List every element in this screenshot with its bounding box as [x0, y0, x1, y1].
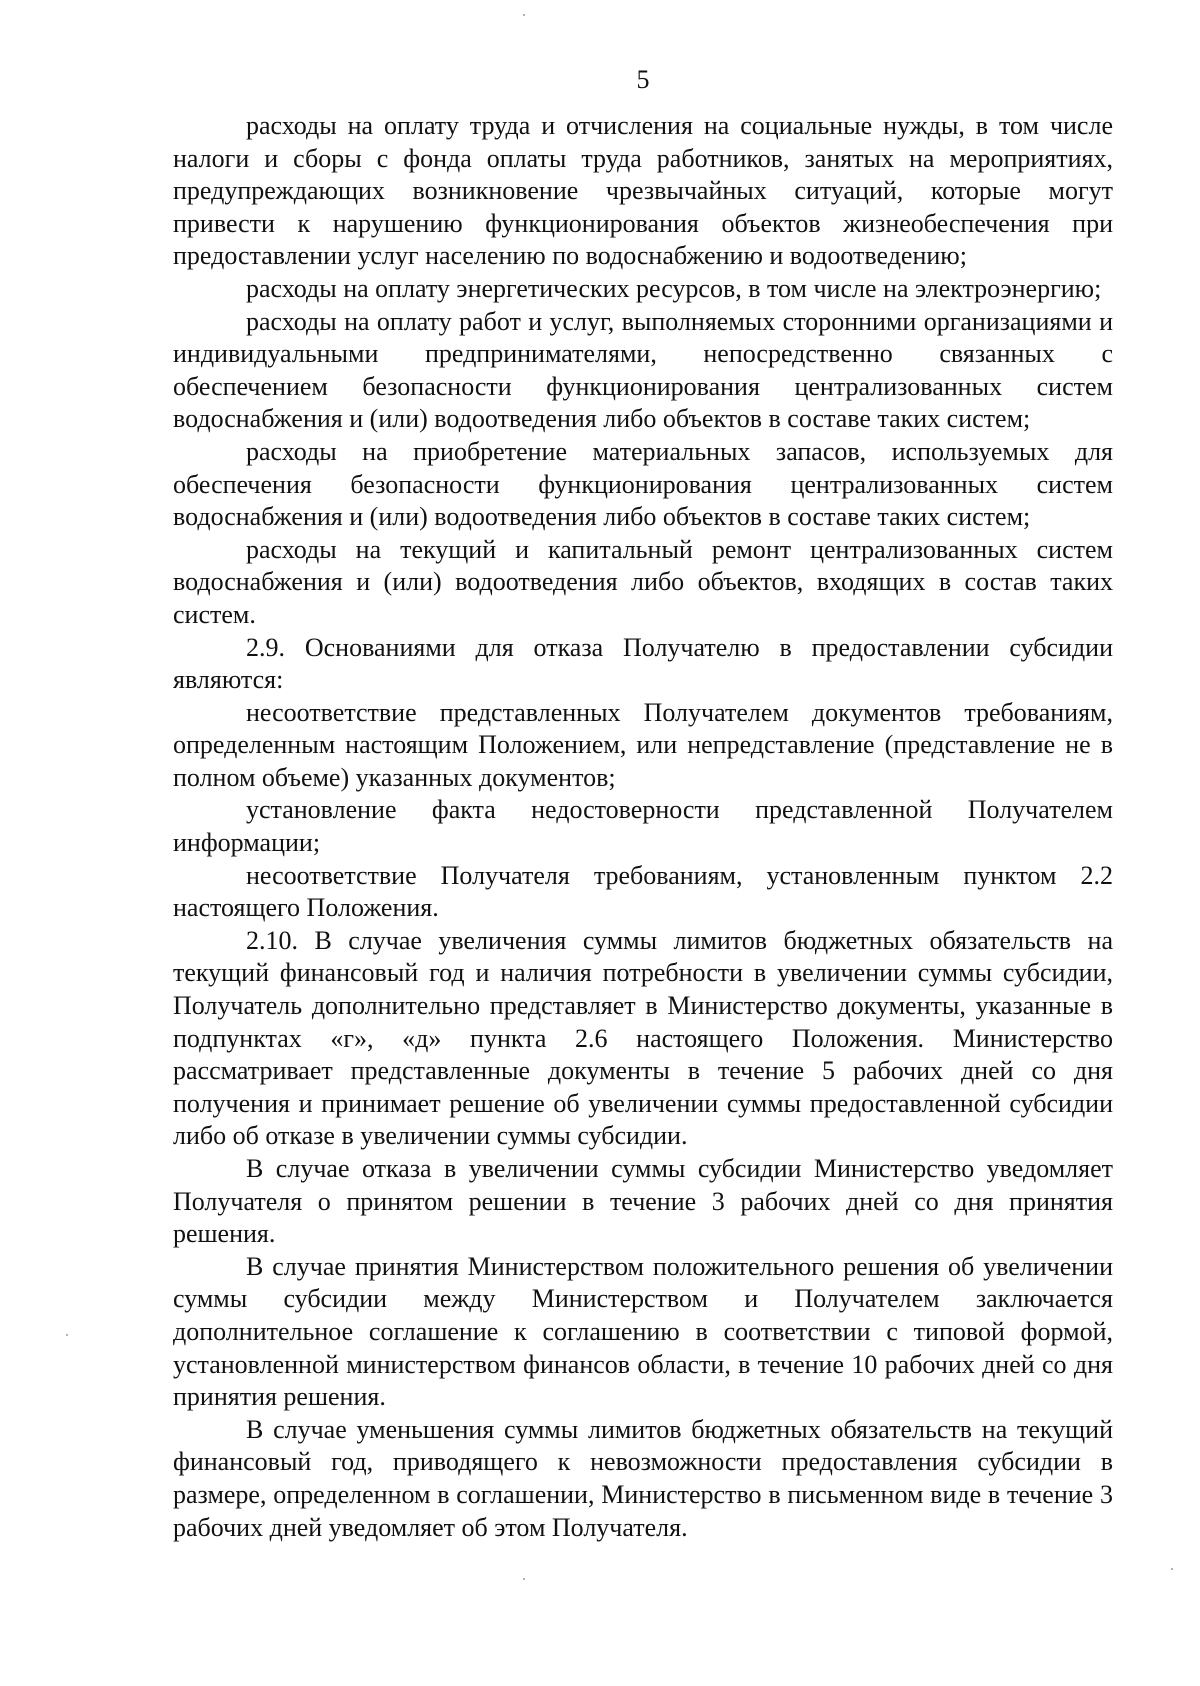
- scan-speck: [523, 14, 525, 16]
- page-number: 5: [636, 65, 650, 94]
- paragraph-clause-2-9: 2.9. Основаниями для отказа Получателю в предоставлении субсидии являются:: [173, 632, 1113, 695]
- paragraph-refusal-notification: В случае отказа в увеличении суммы субсидии Министерство уведомляет Получателя о принятом решении в течение 3 рабочих дней со дня принятия решения.: [173, 1154, 1113, 1249]
- paragraph-additional-agreement: В случае принятия Министерством положительного решения об увеличении суммы субсидии между Министерством и Получателем заключается дополнительное соглашение к соглашению в соответствии с типовой формой, установленной министерством финансов области, в течение 10 рабочих дней со дня принятия решения.: [173, 1251, 1113, 1412]
- paragraph-material-supplies: расходы на приобретение материальных запасов, используемых для обеспечения безопасности функционирования централизованных систем водоснабжения и (или) водоотведения либо объектов в составе таких систем;: [173, 436, 1113, 532]
- scan-speck: [523, 1578, 525, 1580]
- paragraph-clause-2-10: 2.10. В случае увеличения суммы лимитов бюджетных обязательств на текущий финансовый год и наличия потребности в увеличении суммы субсидии, Получатель дополнительно представляет в Министерство документы, указанные в подпунктах «г», «д» пункта 2.6 настоящего Положения. Министерство рассматривает представленные документы в течение 5 рабочих дней со дня получения и принимает решение об увеличении суммы предоставленной субсидии либо об отказе в увеличении суммы субсидии.: [173, 925, 1113, 1151]
- paragraph-repair-costs: расходы на текущий и капитальный ремонт централизованных систем водоснабжения и (или) водоотведения либо объектов, входящих в состав таких систем.: [173, 534, 1113, 629]
- scan-speck: [1171, 1568, 1173, 1570]
- paragraph-refusal-reason-inaccuracy: установление факта недостоверности представленной Получателем информации;: [173, 795, 1113, 858]
- scan-speck: [66, 1334, 68, 1336]
- paragraph-refusal-reason-documents: несоответствие представленных Получателем документов требованиям, определенным настоящим Положением, или непредставление (представление не в полном объеме) указанных документов;: [173, 697, 1113, 792]
- paragraph-energy-costs: расходы на оплату энергетических ресурсов, в том числе на электроэнергию;: [246, 273, 1102, 303]
- paragraph-refusal-reason-requirements: несоответствие Получателя требованиям, установленным пунктом 2.2 настоящего Положения.: [173, 860, 1113, 923]
- paragraph-third-party-services: расходы на оплату работ и услуг, выполняемых сторонними организациями и индивидуальными предпринимателями, непосредственно связанных с обеспечением безопасности функционирования централизованных систем водоснабжения и (или) водоотведения либо объектов в составе таких систем;: [173, 306, 1113, 434]
- paragraph-limit-reduction: В случае уменьшения суммы лимитов бюджетных обязательств на текущий финансовый год, приводящего к невозможности предоставления субсидии в размере, определенном в соглашении, Министерство в письменном виде в течение 3 рабочих дней уведомляет об этом Получателя.: [173, 1414, 1113, 1542]
- document-body: [173, 110, 1113, 1544]
- paragraph-labor-costs: расходы на оплату труда и отчисления на социальные нужды, в том числе налоги и сборы с фонда оплаты труда работников, занятых на мероприятиях, предупреждающих возникновение чрезвычайных ситуаций, которые могут привести к нарушению функционирования объектов жизнеобеспечения при предоставлении услуг населению по водоснабжению и водоотведению;: [173, 111, 1113, 271]
